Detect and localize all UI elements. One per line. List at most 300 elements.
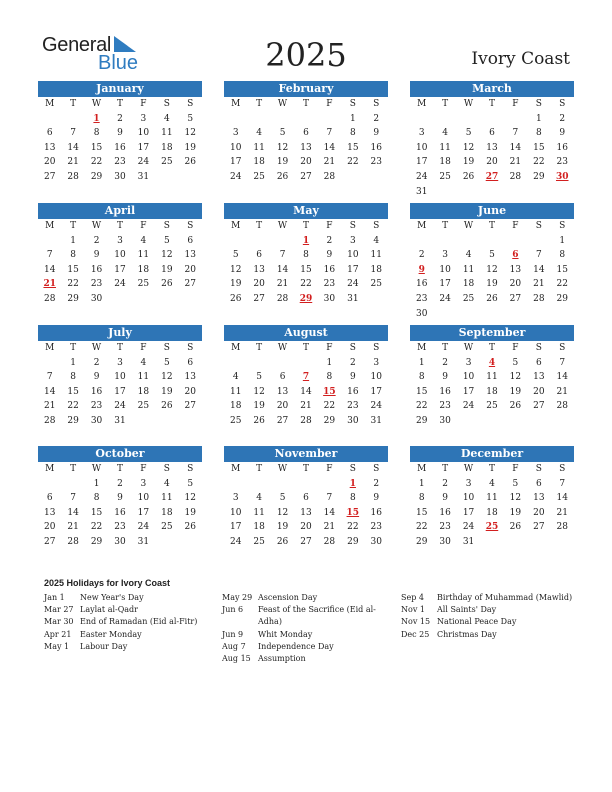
holiday-day-cell: 6 <box>512 250 519 261</box>
day-cell: 10 <box>439 264 451 275</box>
day-cell: 1 <box>70 357 76 368</box>
weekday-label: S <box>349 99 356 109</box>
day-cell: 11 <box>439 142 451 153</box>
weekday-label: M <box>231 343 241 353</box>
day-cell: 25 <box>439 171 451 182</box>
weekday-label: F <box>326 464 333 474</box>
weekday-label: S <box>163 343 170 353</box>
day-cell: 10 <box>462 493 475 504</box>
empty-cell <box>294 112 317 127</box>
day-cell: 13 <box>533 493 545 504</box>
day-cell: 22 <box>300 279 312 290</box>
month-header: July <box>38 325 202 341</box>
day-cell: 14 <box>533 264 545 275</box>
day-cell: 2 <box>373 478 380 489</box>
day-cell: 16 <box>370 507 382 518</box>
day-cell: 26 <box>462 171 475 182</box>
weekday-label: S <box>559 464 566 474</box>
day-cell: 14 <box>556 372 568 383</box>
day-cell: 27 <box>300 171 312 182</box>
day-cell: 26 <box>276 171 289 182</box>
holiday-name: Laylat al-Qadr <box>80 605 138 615</box>
day-cell: 2 <box>373 113 380 124</box>
day-cell: 3 <box>140 478 147 489</box>
day-cell: 2 <box>93 235 100 246</box>
day-cell: 22 <box>556 279 568 290</box>
day-cell: 3 <box>117 357 123 368</box>
day-cell: 14 <box>556 493 568 504</box>
day-cell: 5 <box>465 128 472 139</box>
weekday-label: W <box>91 343 102 353</box>
day-cell: 23 <box>90 401 103 412</box>
day-cell: 20 <box>253 279 265 290</box>
day-cell: 15 <box>533 142 545 153</box>
day-cell: 8 <box>303 250 309 261</box>
weekday-label: M <box>45 99 55 109</box>
day-cell: 11 <box>486 493 498 504</box>
day-cell: 24 <box>229 171 242 182</box>
day-cell: 9 <box>93 372 100 383</box>
day-cell: 21 <box>323 522 336 533</box>
day-cell: 18 <box>137 264 150 275</box>
holiday-day-cell: 1 <box>349 478 356 489</box>
day-cell: 20 <box>509 279 522 290</box>
holiday-name: Independence Day <box>258 641 334 651</box>
empty-cell <box>247 112 270 127</box>
month-august <box>224 325 388 429</box>
holiday-name: Birthday of Muhammad (Mawlid) <box>437 593 573 602</box>
weekday-label: W <box>91 464 102 474</box>
day-cell: 12 <box>253 386 265 397</box>
weekday-label: M <box>417 464 427 474</box>
day-cell: 4 <box>256 493 262 504</box>
day-cell: 5 <box>489 250 495 261</box>
weekday-label: S <box>163 464 170 474</box>
day-cell: 30 <box>114 171 126 182</box>
month-april <box>38 203 202 307</box>
day-cell: 10 <box>347 250 359 261</box>
day-cell: 9 <box>373 493 380 504</box>
day-cell: 11 <box>137 372 150 383</box>
day-cell: 26 <box>184 522 196 533</box>
weekday-label: F <box>140 99 147 109</box>
day-cell: 23 <box>370 157 382 168</box>
day-cell: 13 <box>486 142 498 153</box>
day-cell: 2 <box>442 357 448 368</box>
day-cell: 26 <box>229 293 242 304</box>
day-cell: 12 <box>184 128 196 139</box>
day-cell: 29 <box>90 171 103 182</box>
day-cell: 28 <box>556 522 568 533</box>
day-cell: 3 <box>442 250 448 261</box>
holiday-item <box>222 592 392 604</box>
weekday-label: T <box>70 343 77 353</box>
day-cell: 23 <box>556 157 568 168</box>
day-cell: 23 <box>323 279 336 290</box>
day-cell: 7 <box>559 478 566 489</box>
day-cell: 26 <box>161 401 173 412</box>
day-cell: 8 <box>93 128 100 139</box>
day-cell: 13 <box>300 142 312 153</box>
weekday-label: W <box>277 464 288 474</box>
day-cell: 29 <box>415 415 428 426</box>
day-cell: 27 <box>43 536 56 547</box>
day-cell: 12 <box>509 493 522 504</box>
day-cell: 2 <box>559 113 566 124</box>
weekday-label: M <box>231 464 241 474</box>
empty-cell <box>433 234 456 249</box>
day-cell: 13 <box>184 372 196 383</box>
empty-cell <box>457 234 480 249</box>
day-cell: 20 <box>533 507 545 518</box>
day-cell: 13 <box>43 507 56 518</box>
weekday-label: T <box>116 464 123 474</box>
day-grid <box>224 462 388 550</box>
day-cell: 9 <box>117 493 123 504</box>
holiday-day-cell: 7 <box>302 372 310 383</box>
empty-cell <box>247 356 270 371</box>
day-grid <box>38 219 202 307</box>
day-cell: 16 <box>556 142 568 153</box>
weekday-label: T <box>256 464 263 474</box>
day-cell: 23 <box>415 293 428 304</box>
day-cell: 20 <box>300 522 312 533</box>
day-cell: 6 <box>279 372 286 383</box>
day-cell: 14 <box>300 386 312 397</box>
weekday-label: M <box>231 221 241 231</box>
day-cell: 13 <box>43 142 56 153</box>
day-cell: 30 <box>323 293 336 304</box>
holiday-name: Assumption <box>258 654 306 664</box>
day-cell: 12 <box>276 507 289 518</box>
day-cell: 29 <box>323 415 336 426</box>
weekday-label: S <box>373 221 380 231</box>
day-cell: 23 <box>114 522 126 533</box>
day-cell: 26 <box>509 401 522 412</box>
day-cell: 18 <box>253 157 265 168</box>
day-cell: 21 <box>556 386 568 397</box>
day-cell: 1 <box>93 478 100 489</box>
day-cell: 6 <box>303 128 309 139</box>
day-cell: 2 <box>326 235 333 246</box>
day-cell: 19 <box>229 279 242 290</box>
day-cell: 5 <box>187 478 194 489</box>
day-cell: 12 <box>462 142 475 153</box>
day-cell: 12 <box>184 493 196 504</box>
day-cell: 4 <box>140 357 147 368</box>
day-cell: 21 <box>323 157 336 168</box>
day-cell: 4 <box>442 128 448 139</box>
day-grid <box>224 97 388 185</box>
day-cell: 30 <box>90 415 103 426</box>
weekday-label: F <box>512 343 519 353</box>
day-cell: 28 <box>67 171 79 182</box>
day-cell: 21 <box>43 401 56 412</box>
day-cell: 21 <box>67 522 79 533</box>
day-cell: 24 <box>439 293 451 304</box>
day-cell: 31 <box>137 171 150 182</box>
empty-cell <box>224 112 247 127</box>
empty-cell <box>318 477 341 492</box>
day-cell: 11 <box>137 250 150 261</box>
day-cell: 25 <box>137 279 150 290</box>
day-grid <box>38 97 202 185</box>
day-cell: 11 <box>161 493 173 504</box>
empty-cell <box>271 234 294 249</box>
weekday-label: S <box>349 464 356 474</box>
day-cell: 14 <box>43 386 56 397</box>
weekday-label: W <box>463 221 474 231</box>
day-cell: 9 <box>559 128 566 139</box>
day-cell: 11 <box>161 128 173 139</box>
calendar-year-title: 2025 <box>265 36 347 74</box>
day-cell: 23 <box>370 522 382 533</box>
day-cell: 14 <box>509 142 522 153</box>
day-cell: 21 <box>300 401 312 412</box>
weekday-label: S <box>163 99 170 109</box>
day-cell: 27 <box>43 171 56 182</box>
month-december <box>410 446 574 550</box>
day-cell: 16 <box>323 264 336 275</box>
day-cell: 3 <box>140 113 147 124</box>
weekday-label: T <box>70 464 77 474</box>
day-cell: 20 <box>300 157 312 168</box>
day-cell: 2 <box>349 357 356 368</box>
holiday-date: Jan 1 <box>44 593 65 602</box>
holiday-item <box>222 604 392 628</box>
day-cell: 4 <box>489 478 495 489</box>
day-cell: 7 <box>279 250 286 261</box>
day-cell: 15 <box>67 264 79 275</box>
day-cell: 17 <box>114 264 126 275</box>
day-cell: 3 <box>465 478 472 489</box>
day-cell: 5 <box>279 493 286 504</box>
empty-cell <box>271 356 294 371</box>
day-cell: 18 <box>439 157 451 168</box>
day-cell: 28 <box>43 415 56 426</box>
day-grid <box>224 219 388 307</box>
holiday-date: Nov 15 <box>401 617 431 627</box>
weekday-label: T <box>70 99 77 109</box>
day-grid <box>410 462 574 550</box>
day-grid <box>38 462 202 550</box>
day-cell: 20 <box>43 522 56 533</box>
day-cell: 26 <box>276 536 289 547</box>
holiday-date: May 1 <box>44 641 70 651</box>
holiday-date: Sep 4 <box>401 593 424 602</box>
weekday-label: M <box>417 343 427 353</box>
day-cell: 22 <box>347 522 359 533</box>
day-cell: 6 <box>303 493 309 504</box>
weekday-label: W <box>91 99 102 109</box>
day-cell: 27 <box>533 401 545 412</box>
month-header: September <box>410 325 574 341</box>
day-cell: 19 <box>276 522 289 533</box>
month-february <box>224 81 388 185</box>
empty-cell <box>318 112 341 127</box>
day-cell: 22 <box>347 157 359 168</box>
day-cell: 30 <box>370 536 382 547</box>
day-cell: 12 <box>486 264 498 275</box>
holiday-name: Whit Monday <box>258 629 313 639</box>
day-cell: 10 <box>137 128 150 139</box>
month-march <box>410 81 574 199</box>
day-cell: 10 <box>137 493 150 504</box>
day-cell: 22 <box>67 279 79 290</box>
weekday-label: S <box>559 99 566 109</box>
day-cell: 15 <box>347 142 359 153</box>
day-cell: 1 <box>535 113 542 124</box>
day-cell: 8 <box>418 372 425 383</box>
day-cell: 4 <box>163 113 170 124</box>
weekday-label: T <box>488 464 495 474</box>
day-cell: 21 <box>533 279 545 290</box>
day-cell: 26 <box>486 293 498 304</box>
day-cell: 6 <box>535 478 542 489</box>
weekday-label: S <box>373 99 380 109</box>
weekday-label: T <box>442 343 449 353</box>
day-cell: 24 <box>347 279 359 290</box>
day-cell: 17 <box>370 386 382 397</box>
holiday-date: Dec 25 <box>401 629 430 639</box>
day-cell: 25 <box>253 171 265 182</box>
weekday-label: T <box>256 221 263 231</box>
day-cell: 27 <box>276 415 289 426</box>
day-cell: 28 <box>67 536 79 547</box>
day-cell: 26 <box>184 157 196 168</box>
day-cell: 16 <box>415 279 428 290</box>
day-cell: 10 <box>114 250 126 261</box>
holiday-item <box>401 592 573 604</box>
holiday-item <box>44 616 214 628</box>
day-cell: 4 <box>373 235 380 246</box>
day-cell: 24 <box>370 401 382 412</box>
day-cell: 29 <box>347 536 359 547</box>
weekday-label: S <box>187 464 194 474</box>
holiday-day-cell: 9 <box>418 264 425 275</box>
holiday-date: Aug 15 <box>222 654 251 664</box>
holiday-name: All Saints' Day <box>437 605 497 615</box>
day-cell: 20 <box>533 386 545 397</box>
weekday-label: T <box>256 343 263 353</box>
day-cell: 5 <box>512 357 519 368</box>
day-cell: 26 <box>509 522 522 533</box>
day-cell: 7 <box>46 372 53 383</box>
day-cell: 3 <box>373 357 380 368</box>
day-cell: 8 <box>559 250 566 261</box>
weekday-label: T <box>442 221 449 231</box>
day-cell: 16 <box>347 386 359 397</box>
day-cell: 30 <box>114 536 126 547</box>
weekday-label: W <box>463 464 474 474</box>
empty-cell <box>504 234 527 249</box>
weekday-label: T <box>302 343 309 353</box>
day-cell: 17 <box>229 157 242 168</box>
day-cell: 18 <box>161 142 173 153</box>
weekday-label: F <box>512 464 519 474</box>
day-cell: 20 <box>184 264 196 275</box>
day-cell: 24 <box>114 279 126 290</box>
day-cell: 26 <box>253 415 265 426</box>
day-cell: 14 <box>43 264 56 275</box>
weekday-label: T <box>488 99 495 109</box>
month-header: June <box>410 203 574 219</box>
day-cell: 24 <box>462 401 475 412</box>
day-cell: 2 <box>117 113 123 124</box>
weekday-label: T <box>488 221 495 231</box>
weekday-label: S <box>187 99 194 109</box>
weekday-label: S <box>535 99 542 109</box>
day-cell: 15 <box>90 142 103 153</box>
day-cell: 12 <box>161 250 173 261</box>
day-cell: 8 <box>70 372 76 383</box>
month-header: November <box>224 446 388 462</box>
day-grid <box>38 341 202 429</box>
holiday-name: Easter Monday <box>80 629 142 639</box>
weekday-label: T <box>302 99 309 109</box>
day-cell: 25 <box>161 522 173 533</box>
day-cell: 23 <box>114 157 126 168</box>
empty-cell <box>480 234 503 249</box>
weekday-label: T <box>256 99 263 109</box>
day-grid <box>410 341 574 429</box>
day-cell: 16 <box>439 386 451 397</box>
weekday-label: S <box>373 343 380 353</box>
weekday-label: W <box>277 343 288 353</box>
day-cell: 28 <box>323 171 336 182</box>
month-january <box>38 81 202 185</box>
day-cell: 4 <box>232 372 239 383</box>
holiday-item <box>44 629 214 641</box>
empty-cell <box>247 477 270 492</box>
day-cell: 14 <box>67 507 79 518</box>
day-cell: 17 <box>137 142 150 153</box>
weekday-label: T <box>116 343 123 353</box>
weekday-label: S <box>187 221 194 231</box>
day-cell: 7 <box>559 357 566 368</box>
holiday-day-cell: 29 <box>299 293 313 304</box>
holiday-day-cell: 27 <box>485 171 499 182</box>
holiday-day-cell: 25 <box>485 522 499 533</box>
month-header: January <box>38 81 202 97</box>
empty-cell <box>294 356 317 371</box>
day-cell: 8 <box>418 493 425 504</box>
holiday-day-cell: 1 <box>302 235 310 246</box>
holiday-name: Labour Day <box>80 641 128 651</box>
day-cell: 5 <box>163 235 170 246</box>
day-cell: 6 <box>535 357 542 368</box>
day-cell: 5 <box>279 128 286 139</box>
holiday-date: Aug 7 <box>222 641 246 651</box>
day-cell: 20 <box>43 157 56 168</box>
holiday-item <box>44 641 214 653</box>
day-cell: 16 <box>439 507 451 518</box>
day-cell: 9 <box>442 372 448 383</box>
day-cell: 13 <box>509 264 522 275</box>
day-cell: 15 <box>90 507 103 518</box>
month-july <box>38 325 202 429</box>
weekday-label: W <box>91 221 102 231</box>
day-cell: 15 <box>415 386 428 397</box>
empty-cell <box>38 477 61 492</box>
day-cell: 10 <box>370 372 382 383</box>
day-cell: 1 <box>349 113 356 124</box>
day-cell: 18 <box>137 386 150 397</box>
empty-cell <box>433 112 456 127</box>
day-cell: 25 <box>486 401 498 412</box>
weekday-label: F <box>140 343 147 353</box>
month-june <box>410 203 574 321</box>
